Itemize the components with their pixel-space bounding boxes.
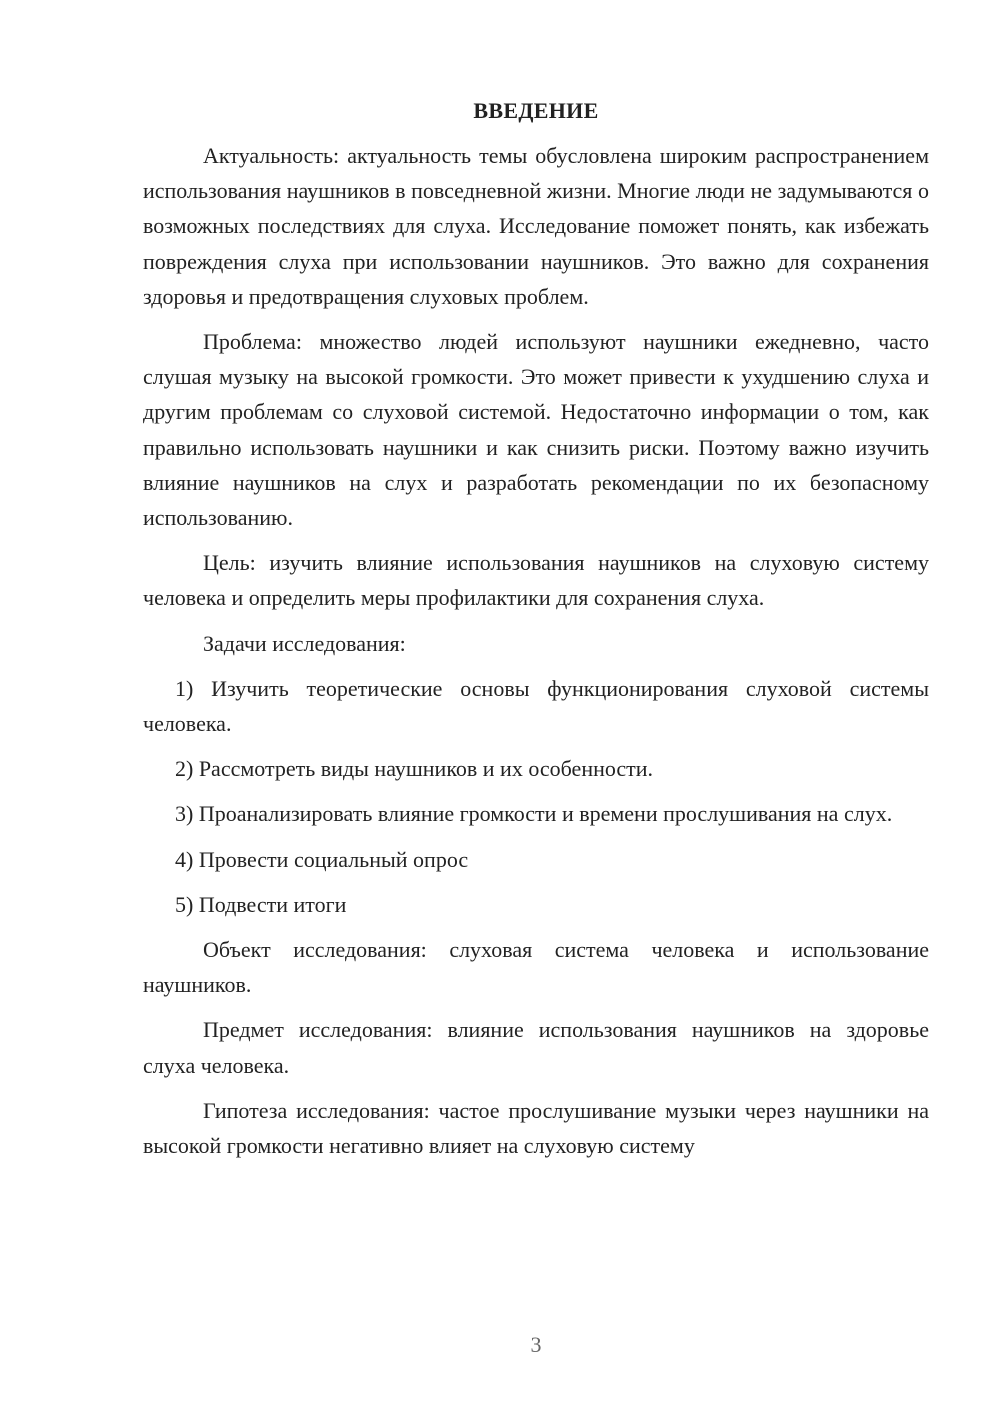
goal-paragraph: Цель: изучить влияние использования наушников на слуховую систему человека и определить меры профилактики для сохранения слуха. <box>143 550 929 611</box>
task-item: 5) Подвести итоги <box>175 891 347 917</box>
hypothesis-paragraph: Гипотеза исследования: частое прослушивание музыки через наушники на высокой громкости негативно влияет на слуховую систему <box>143 1097 929 1159</box>
task-item: 3) Проанализировать влияние громкости и времени прослушивания на слух. <box>175 801 893 827</box>
task-item: 1) Изучить теоретические основы функционирования слуховой системы человека. <box>143 675 929 737</box>
page-title: ВВЕДЕНИЕ <box>473 98 599 123</box>
relevance-paragraph: Актуальность: актуальность темы обусловлена широким распространением использования наушников в повседневной жизни. Многие люди не задумываются о возможных последствиях для слуха. Исследование поможет понять, как избежать повреждения слуха при использовании наушников. Это важно для сохранения здоровья и предотвращения слуховых проблем. <box>143 143 929 309</box>
object-paragraph: Объект исследования: слуховая система человека и использование наушников. <box>143 937 929 998</box>
subject-paragraph: Предмет исследования: влияние использования наушников на здоровье слуха человека. <box>143 1017 929 1078</box>
task-item: 2) Рассмотреть виды наушников и их особенности. <box>175 756 654 782</box>
task-item: 4) Провести социальный опрос <box>175 846 469 872</box>
page-number: 3 <box>530 1332 542 1357</box>
problem-paragraph: Проблема: множество людей используют наушники ежедневно, часто слушая музыку на высокой громкости. Это может привести к ухудшению слуха и другим проблемам со слуховой системой. Недостаточно информации о том, как правильно использовать наушники и как снизить риски. Поэтому важно изучить влияние наушников на слух и разработать рекомендации по их безопасному использованию. <box>143 329 929 531</box>
tasks-heading: Задачи исследования: <box>203 630 406 656</box>
document-page <box>143 93 929 1163</box>
